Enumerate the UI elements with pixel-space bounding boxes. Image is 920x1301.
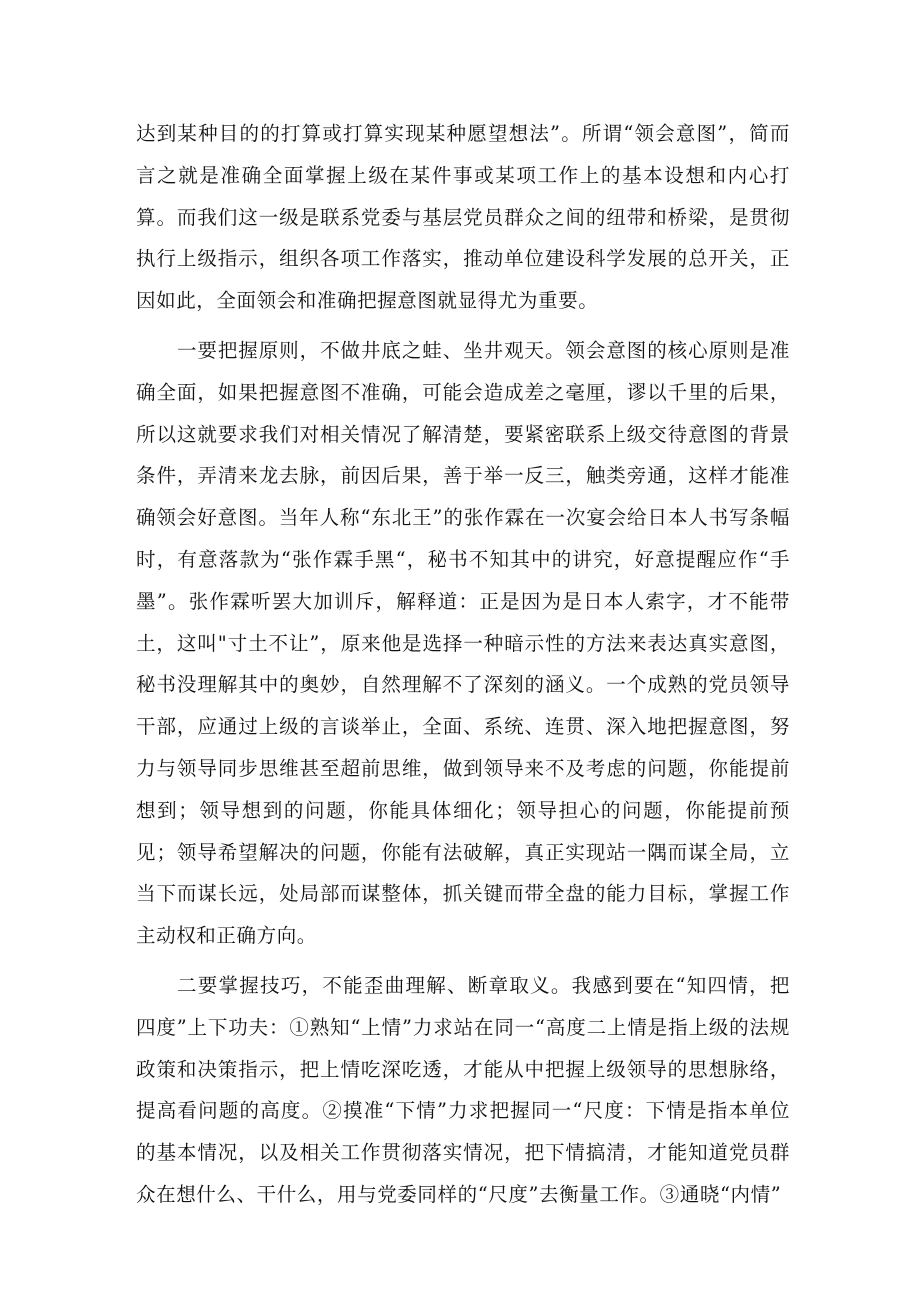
- paragraph-continuation: 达到某种目的的打算或打算实现某种愿望想法”。所谓“领会意图”，简而言之就是准确全面掌握上级在某件事或某项工作上的基本设想和内心打算。而我们这一级是联系党委与基层党员群众之间的纽带和桥梁，是贯彻执行上级指示，组织各项工作落实，推动单位建设科学发展的总开关，正因如此，全面领会和准确把握意图就显得尤为重要。: [136, 122, 790, 313]
- paragraph-point-two: 二要掌握技巧，不能歪曲理解、断章取义。我感到要在“知四情，把四度”上下功夫：①熟知“上情”力求站在同一“高度二上情是指上级的法规政策和决策指示，把上情吃深吃透，才能从中把握上级领导的思想脉络，提高看问题的高度。②摸准“下情”力求把握同一“尺度：下情是指本单位的基本情况，以及相关工作贯彻落实情况，把下情搞清，才能知道党员群众在想什么、干什么，用与党委同样的“尺度”去衡量工作。③通晓“内情”: [136, 973, 790, 1206]
- document-body: [136, 113, 790, 1224]
- paragraph-point-one: 一要把握原则，不做井底之蛙、坐井观天。领会意图的核心原则是准确全面，如果把握意图不准确，可能会造成差之毫厘，谬以千里的后果，所以这就要求我们对相关情况了解清楚，要紧密联系上级交待意图的背景条件，弄清来龙去脉，前因后果，善于举一反三，触类旁通，这样才能准确领会好意图。当年人称“东北王”的张作霖在一次宴会给日本人书写条幅时，有意落款为“张作霖手黑“，秘书不知其中的讲究，好意提醒应作“手墨”。张作霖听罢大加训斥，解释道：正是因为是日本人索字，才不能带土，这叫"寸土不让”，原来他是选择一种暗示性的方法来表达真实意图，秘书没理解其中的奥妙，自然理解不了深刻的涵义。一个成熟的党员领导干部，应通过上级的言谈举止，全面、系统、连贯、深入地把握意图，努力与领导同步思维甚至超前思维，做到领导来不及考虑的问题，你能提前想到；领导想到的问题，你能具体细化；领导担心的问题，你能提前预见；领导希望解决的问题，你能有法破解，真正实现站一隅而谋全局，立当下而谋长远，处局部而谋整体，抓关键而带全盘的能力目标，掌握工作主动权和正确方向。: [136, 338, 790, 948]
